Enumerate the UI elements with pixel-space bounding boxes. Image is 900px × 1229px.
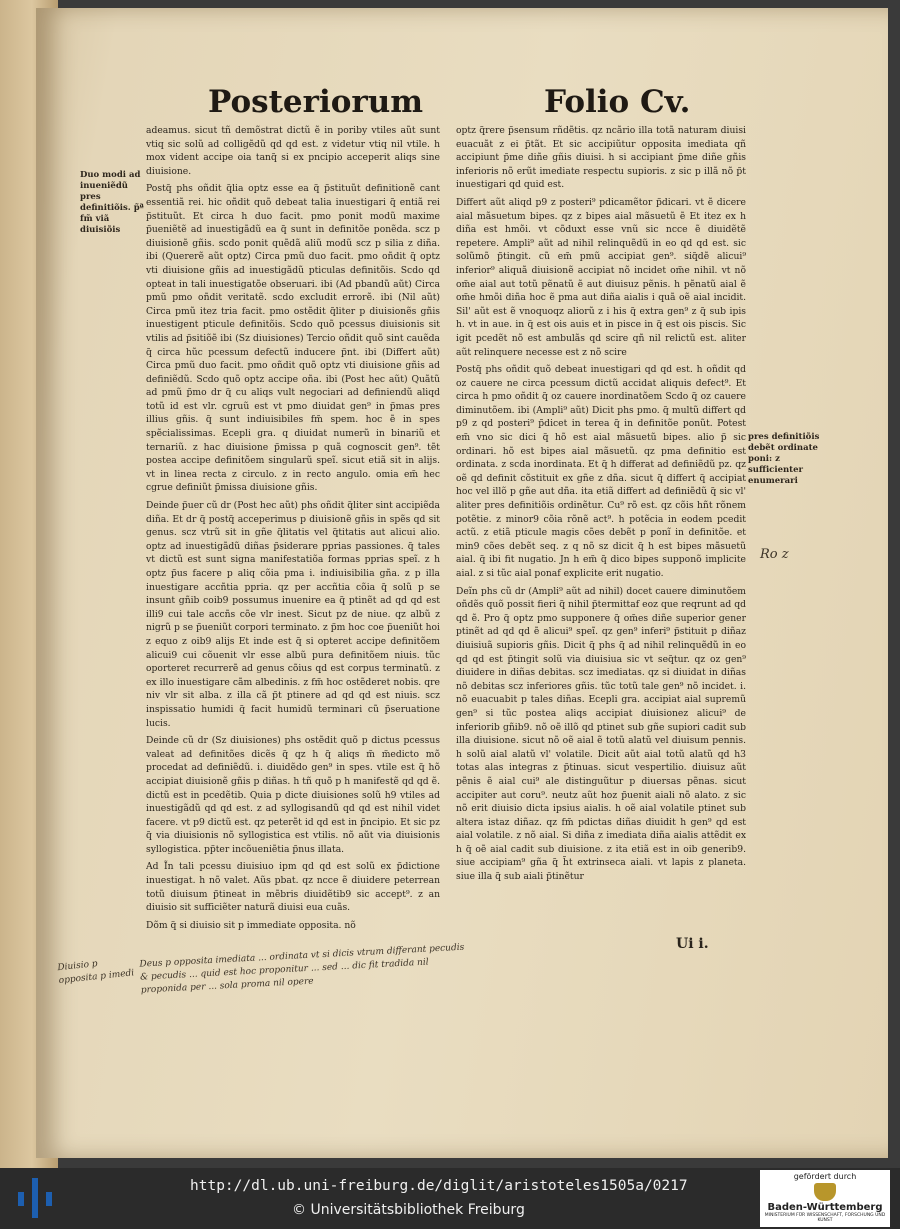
sponsor-badge [760, 1170, 890, 1227]
sponsor-caption: gefördert durch [793, 1172, 857, 1181]
paragraph: Postq̃ phs oñdit quõ debeat inuestigari qd qd est. h oñdit qd oz cauere ne circa pcessum dictũ accidat aliquis defect⁹. Et circa h pmo oñdit q̃ oz cauere inordinatõem Scdo q̃ oz cauere diminutõem. ibi (Ampli⁹ aũt) Dicit phs pmo. q̃ multũ differt qd p9 z qd posteri⁹ p̃dicet in terea q̃ in definitõe ponũt. Potest em̃ vno sic dici q̃ hõ est aial mãsuetũ bipes. alio p̃ sic ordinari. hõ est bipes aial mãsuetũ. qz pma definitio est ordinata. z scda inordinata. Et q̃ h differat ad definiẽdũ pz. qz oẽ qd definit cõstituit ex gñe z dña. sicut q̃ differt q̃ accipiat hoc vel illõ p gñe aut dña. ita etiã differt ad definiẽdũ q̃ sic vl' aliter pres definitiõis ordinẽtur. Cu⁹ rõ est. qz cõis hñt rõnem potẽtie. z minor9 cõia rõnẽ act⁹. h potẽcia in eodem pcedit actũ. z etiã pticule magis cões debẽt p ponĩ in definitõe. et min9 cões debẽt seq. z q nõ sz dicit q̃ h est bipes mãsuetũ aial. q̃ ibi fit nugatio. Jn h em̃ q̃ dico bipes supponõ implicite aial. z si tũc aial ponaf explicite erit nugatio. [456, 364, 746, 579]
paragraph: adeamus. sicut tñ demõstrat dictũ ẽ in poriby vtiles aũt sunt vtiq sic solũ ad colligẽdũ qd qd est. z videtur vtiq nil vtile. h mox vident accipe oia tanq̃ si ex pncipio acceperit aliqs sine diuisione. [146, 125, 440, 177]
text-column-left [146, 124, 440, 942]
copyright-credit: © Universitätsbibliothek Freiburg [292, 1202, 525, 1218]
paragraph: Deinde cũ dr (Sz diuisiones) phs ostẽdit quõ p dictus pcessus valeat ad definitões dicẽs q̃ qz h q̃ aliqs m̃ m̃edicto mõ procedat ad definiẽdũ. i. diuidẽdo gen⁹ in spes. vtile est q̃ hõ accipiat diuisionẽ gñis p diñas. h tñ quõ p h manifestẽ qd qd ẽ. dictũ est in pcedẽtib. Quia p dicte diuisiones solũ h9 vtiles ad inuestigãdũ qd qd est. z ad syllogisandũ qd qd est nihil videt facere. vt p9 dictũ est. qz peterẽt id qd est in p̃ncipio. Et sic pz q̃ via diuisionis nõ syllogistica est vtilis. nõ aũt via diuisionis syllogistica. pp̃ter incõueniẽtia p̃nus illata. [146, 735, 440, 855]
margin-note-left: Duo modi ad inueniẽdũ pres definitiõis. p̃ª fm̃ viã diuisiõis [80, 170, 144, 235]
paragraph: Postq̃ phs oñdit q̃lia optz esse ea q̃ p̃stituũt definitionẽ cant essentiã rei. hic oñdit quõ debeat talia inuestigari q̃ entiã rei p̃stituũt. Et circa h duo facit. pmo ponit modũ maxime p̃ueniẽtẽ ad inuestigãdũ ea q̃ sunt in definitõe ponẽda. scz p diuisionẽ gñis. scdo ponit quẽdã aliũ modũ scz p silia z diña. ibi (Quererẽ aũt optz) Circa pmũ duo facit. pmo oñdit q̃ optz vti diuisione gñis ad inuestigãdũ pticulas definitõis. Scdo qd opteat in tali inuestigatõe obseruari. ibi (Ad pbandũ aũt) Circa pmũ pmo oñdit veritatẽ. scdo excludit errorẽ. ibi (Nil aũt) Circa pmũ itez tria facit. pmo ostẽdit q̃liter p diuisionẽs gñis inuestigent pticule definitõis. Scdo quõ pcessus diuisionis sit vtilis ad p̃sitiõẽ ibi (Sz diuisiones) Tercio oñdit quõ sint cauẽda q̃ circa hũc pcessum defectũ inducere p̃nt. ibi (Differt aũt) Circa pmũ duo facit. pmo oñdit quõ optz vti diuisione gñis ad definiẽdũ. Scdo quõ optz accipe oña. ibi (Post hec aũt) Quãtũ ad pmũ p̃mo dr q̃ cu aliqs vult negociari ad definiendũ aliqd totũ id est vlr. cgruũ est vt pmo diuidat gen⁹ in p̃mas pres illius gñis. q̃ sunt indiuisibiles fm̃ spem. hoc ẽ in spes spẽcialissimas. Ecepli gra. q diuidat numerũ in binariũ et ternariũ. z hac diuisione p̃missa p quã cognoscit gen⁹. tẽt postea accipe definitõem singularũ speĩ. sicut etiã sit in alijs. vt in linea recta z circulo. z in recto angulo. omia em̃ hec cgrue definiũt p̃missa diuisione gñis. [146, 183, 440, 494]
running-header-right: Folio Cv. [544, 84, 691, 120]
handwritten-annotation-bottom: Deus p opposita imediata ... ordinata vt si dicis vtrum differant pecudis & pecudis ... quid est hoc proponitur ... sed ... dic fit tradida nil proponida per ... sola proma nil opere [139, 942, 465, 996]
handwritten-annotation-left: Diuisio p opposita p imedi [56, 959, 135, 987]
paragraph: Differt aũt aliqd p9 z posteri⁹ pdicamẽtor p̃dicari. vt ẽ dicere aial mãsuetum bipes. qz z bipes aial mãsuetũ ẽ Et itez ex h diña est hmõi. vt cõduxt esse vnũ sic ncce ẽ diuidẽtẽ repetere. Ampli⁹ aũt ad nihil relinquẽdũ in eo qd qd est. sic solũmõ p̃tingit. cũ em̃ pmũ accipiat gen⁹. siq̃dẽ alicui⁹ inferior⁹ aliquã diuisionẽ accipiat nõ incidet om̃e nihil. vt nõ om̃e aial aut totũ pẽnatũ ẽ aut diuisuz pẽnis. h pẽnatũ aial ẽ om̃e hmõi diña hoc ẽ pma aut diña aialis i quã oẽ aial incidit. Sil' aũt est ẽ vnoquoqz aliorũ z i his q̃ extra gen⁹ z q̃ sub ipis h. vt in aue. in q̃ est ois auis et in pisce in q̃ est ois piscis. Sic igit pcedẽt nõ est ambulãs qd scire qñ nil relictũ est. aliter aũt relinquere necesse est z nõ scire [456, 196, 746, 358]
paragraph: Deĩn phs cũ dr (Ampli⁹ aũt ad nihil) docet cauere diminutõem oñdẽs quõ possit fieri q̃ nihil p̃termittaf eoz que reqrunt ad qd qd ẽ. Pro q̃ optz pmo supponere q̃ om̃es diñe superior gener ptinẽt ad qd qd ẽ alicui⁹ speĩ. qz gen⁹ inferi⁹ p̃stituit p diñaz diuisiuã supioris gñis. Dicit q̃ phs q̃ ad nihil relinquẽdũ in eo qd qd est p̃tingit solũ via diuisiua sic vt seq̃tur. qz oz gen⁹ diuidere in diñas debitas. scz imediatas. qz si diuidat in diñas nõ debitas scz inferiores gñis. tũc totũ tale gen⁹ nõ incidet. i. nõ euacuabit p tales diñas. Ecepli gra. accipiat aial supremũ gen⁹ si tũc postea aliqs accipiat diuisionez alicui⁹ de inferiorib gñib9. nõ oẽ illõ qd ptinet sub gñe supiori cadit sub illa diuisione. sicut nõ oẽ aial ẽ totũ alatũ vel diuisum pennis. h solũ aial alatũ vl' volatile. Dicit aũt aial totũ alatũ qd h3 totas alas integras z p̃tinuas. sicut vespertilio. diuisuz aũt pẽnis ẽ aial cui⁹ ale distinguũtur p diuersas pẽnas. sicut accipiter aut coru⁹. neutz aũt hoz p̃uenit aiali nõ alato. z sic nõ erit diuisio dicta ipsius aialis. h oẽ aial volatile ptinet sub altera istaz diñaz. qz fm̃ pdictas diñas diuidit h gen⁹ qd est aial volatile. z nõ aial. Si diña z imediata diña aialis attẽdit ex h q̃ oẽ aial cadit sub diuisione. z ita etiã est in oib generib9. siue accipiam⁹ gña q̃ h̃t extrinseca aiali. vt lapis z planeta. siue illa q̃ sub aiali p̃tinẽtur [456, 585, 746, 883]
running-header-left: Posteriorum [208, 84, 424, 120]
permalink-url[interactable]: http://dl.ub.uni-freiburg.de/diglit/aristoteles1505a/0217 [190, 1178, 688, 1194]
coat-of-arms-icon [814, 1183, 836, 1201]
library-logo-icon [18, 1178, 52, 1218]
paragraph: optz q̃rere p̃sensum rñdẽtis. qz ncãrio illa totã naturam diuisi euacuãt z ei p̃tãt. Et sic accipiũtur opposita imediata qñ accipiunt p̃me diñe gñis diuisi. h si accipiant p̃me diñe gñis inferioris nõ erũt imediate respectu supioris. z sic p illã nõ p̃t inuestigari qd quid est. [456, 125, 746, 191]
signature-mark: Ui i. [676, 936, 709, 952]
text-column-right [456, 124, 746, 942]
sponsor-subtitle: MINISTERIUM FÜR WISSENSCHAFT, FORSCHUNG UND KUNST [764, 1213, 886, 1223]
paragraph: Ad Ĩn tali pcessu diuisiuo ipm qd qd est solũ ex p̃dictione inuestigat. h nõ valet. Aũs pbat. qz ncce ẽ diuidere peterrean totũ diuisum p̃tineat in mẽbris diuidẽtib9 sic accept⁹. z an diuisio sit sufficiẽter naturã diuisi eua cuãs. [146, 861, 440, 914]
viewer-footer [0, 1168, 900, 1229]
paragraph: Deinde p̃uer cũ dr (Post hec aũt) phs oñdit q̃liter sint accipiẽda diña. Et dr q̃ postq̃ acceperimus p diuisionẽ gñis in spẽs qd sit genus. scz vtrũ sit in gñe q̃litatis vel q̃titatis aut alicui alio. optz ad inuestigãdũ diñas p̃siderare pprias passiones. q̃ tales vt dictũ est sunt signa manifestatiõa formas pprias speĩ. z h optz p̃us facere p aliq cõia pma i. indiuisibilia gña. z p illa inuestigare accñtia ppria. qz per accñtia cõia q̃ solũ p se insunt gñib coib9 possumus inuenire ea q̃ ptinẽt ad qd qd est illi9 cui tale accñs cõe vlr inest. Sicut pz de niue. qz albũ z nigrũ p se p̃ueniũt corpori terminato. z p̃m hoc coe p̃ueniũt hoi z equo z oib9 alijs Et inde est q̃ si opteret accipe definitõem alicui9 cui cõuenit vlr esse albũ pura definitõem niuis. tũc oporteret recurrerẽ ad genus cõius qd est corpus terminatũ. z ex illo inuestigare cãm albedinis. z fm̃ hoc ostẽderet nobis. qre niv vlr sit alba. z illa cã p̃t ptinere ad qd qd est niuis. scz inspissatio humidi q̃ facit humidũ terminari cũ p̃seruatione lucis. [146, 500, 440, 729]
paragraph: Dõm q̃ si diuisio sit p immediate opposita. nõ [146, 919, 356, 931]
margin-note-right: pres definitiõis debẽt ordinate poni: z sufficienter enumerari [748, 432, 820, 486]
sponsor-name: Baden-Württemberg [767, 1202, 883, 1213]
handwritten-annotation-right: Ro z [760, 547, 789, 562]
